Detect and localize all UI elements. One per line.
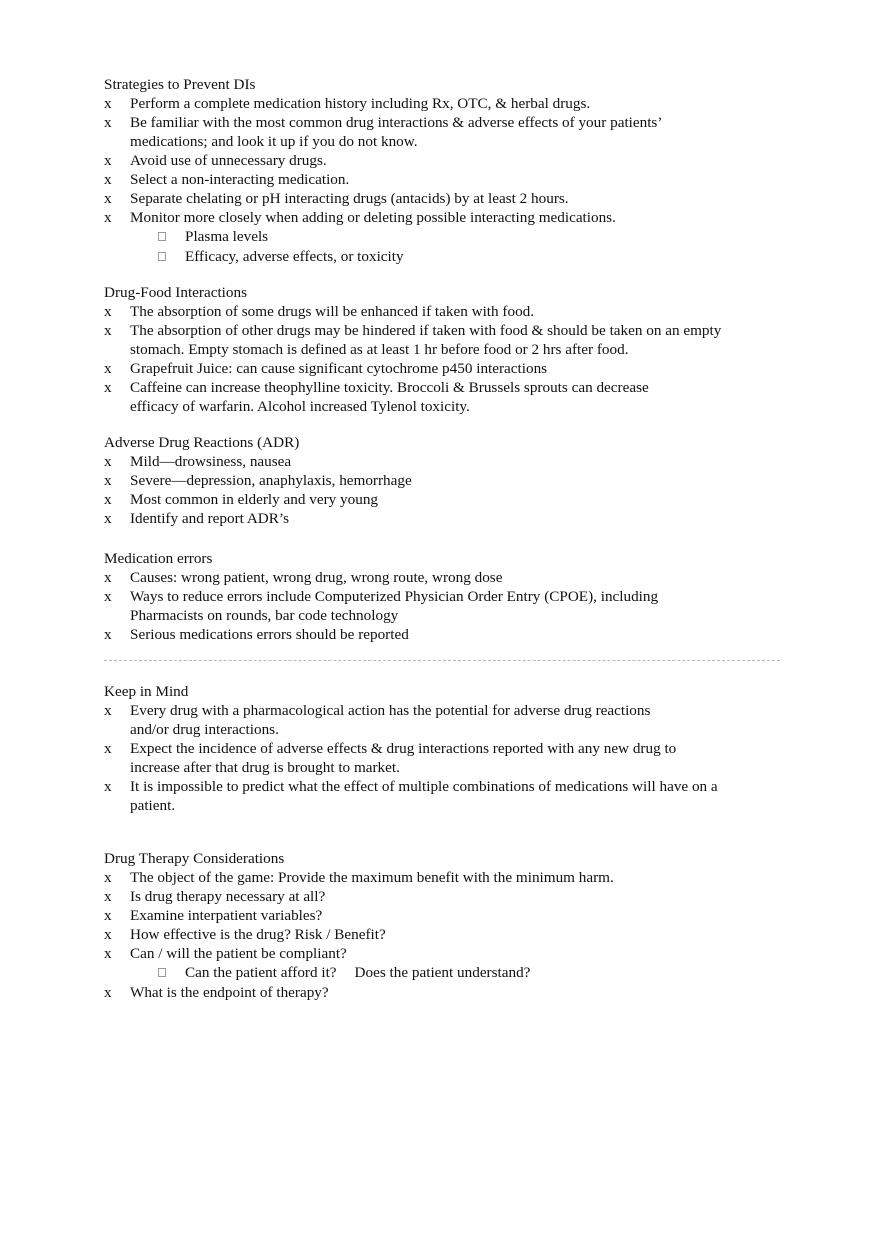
section-heading: Adverse Drug Reactions (ADR) — [104, 434, 300, 451]
dashed-divider — [104, 660, 780, 661]
bullet-x: x — [104, 152, 112, 169]
checkbox-square-icon — [158, 252, 166, 261]
bullet-x: x — [104, 888, 112, 905]
bullet-x: x — [104, 702, 112, 719]
checkbox-square-icon — [158, 232, 166, 241]
section-drug-food — [104, 284, 754, 416]
bullet-x: x — [104, 984, 112, 1001]
list-item: x Severe—depression, anaphylaxis, hemorrhage — [104, 472, 412, 489]
list-item: x Every drug with a pharmacological action has the potential for adverse drug reactions and/or drug interactions. — [104, 702, 651, 738]
section-heading: Drug Therapy Considerations — [104, 850, 285, 867]
bullet-x: x — [104, 588, 112, 605]
section-keep-in-mind — [104, 683, 754, 815]
list-item: x Can / will the patient be compliant? — [104, 945, 347, 962]
list-item: x The absorption of other drugs may be hindered if taken with food & should be taken on an empty stomach. Empty stomach is defined as at least 1 hr before food or 2 hrs after food. — [104, 322, 722, 358]
list-item: x Mild—drowsiness, nausea — [104, 453, 292, 470]
list-item: x Select a non-interacting medication. — [104, 171, 350, 188]
bullet-x: x — [104, 114, 112, 131]
bullet-x: x — [104, 95, 112, 112]
list-item: x Identify and report ADR’s — [104, 510, 290, 527]
bullet-x: x — [104, 569, 112, 586]
list-item: x Grapefruit Juice: can cause significant cytochrome p450 interactions — [104, 360, 548, 377]
checkbox-square-icon — [158, 968, 166, 977]
bullet-x: x — [104, 379, 112, 396]
bullet-x: x — [104, 303, 112, 320]
bullet-x: x — [104, 453, 112, 470]
list-item: x The object of the game: Provide the maximum benefit with the minimum harm. — [104, 869, 614, 886]
list-item: x Separate chelating or pH interacting drugs (antacids) by at least 2 hours. — [104, 190, 569, 207]
section-drug-therapy — [104, 850, 754, 1002]
bullet-x: x — [104, 491, 112, 508]
bullet-x: x — [104, 869, 112, 886]
bullet-x: x — [104, 472, 112, 489]
bullet-x: x — [104, 740, 112, 757]
list-item: x Causes: wrong patient, wrong drug, wrong route, wrong dose — [104, 569, 503, 586]
bullet-x: x — [104, 171, 112, 188]
list-item: x It is impossible to predict what the effect of multiple combinations of medications will have on a patient. — [104, 778, 718, 814]
list-item: x Serious medications errors should be reported — [104, 626, 409, 643]
section-heading: Medication errors — [104, 550, 213, 567]
section-strategies — [104, 76, 754, 267]
bullet-x: x — [104, 209, 112, 226]
list-item: x Most common in elderly and very young — [104, 491, 379, 508]
list-item: x What is the endpoint of therapy? — [104, 984, 329, 1001]
list-item: x The absorption of some drugs will be enhanced if taken with food. — [104, 303, 535, 320]
list-item: x How effective is the drug? Risk / Benefit? — [104, 926, 386, 943]
section-heading: Strategies to Prevent DIs — [104, 76, 256, 93]
list-item: x Examine interpatient variables? — [104, 907, 323, 924]
list-item: x Caffeine can increase theophylline toxicity. Broccoli & Brussels sprouts can decrease efficacy of warfarin. Alcohol increased Tylenol toxicity. — [104, 379, 649, 415]
sub-item: Can the patient afford it? Does the patient understand? — [104, 963, 754, 983]
bullet-x: x — [104, 510, 112, 527]
section-adr — [104, 434, 754, 528]
list-item: x Avoid use of unnecessary drugs. — [104, 152, 327, 169]
section-heading: Drug-Food Interactions — [104, 284, 247, 301]
list-item: x Monitor more closely when adding or deleting possible interacting medications. — [104, 209, 616, 226]
list-item: x Ways to reduce errors include Computerized Physician Order Entry (CPOE), including Pharmacists on rounds, bar code technology — [104, 588, 659, 624]
bullet-x: x — [104, 926, 112, 943]
list-item: x Perform a complete medication history including Rx, OTC, & herbal drugs. — [104, 95, 591, 112]
list-item: x Be familiar with the most common drug interactions & adverse effects of your patients’ medications; and look it up if you do not know. — [104, 114, 662, 150]
section-medication-errors — [104, 550, 754, 644]
bullet-x: x — [104, 190, 112, 207]
section-heading: Keep in Mind — [104, 683, 189, 700]
sub-item: Efficacy, adverse effects, or toxicity — [104, 247, 754, 267]
bullet-x: x — [104, 945, 112, 962]
bullet-x: x — [104, 360, 112, 377]
sub-item: Plasma levels — [104, 227, 754, 247]
bullet-x: x — [104, 778, 112, 795]
list-item: x Expect the incidence of adverse effects & drug interactions reported with any new drug to increase after that drug is brought to market. — [104, 740, 677, 776]
bullet-x: x — [104, 322, 112, 339]
bullet-x: x — [104, 907, 112, 924]
list-item: x Is drug therapy necessary at all? — [104, 888, 326, 905]
bullet-x: x — [104, 626, 112, 643]
